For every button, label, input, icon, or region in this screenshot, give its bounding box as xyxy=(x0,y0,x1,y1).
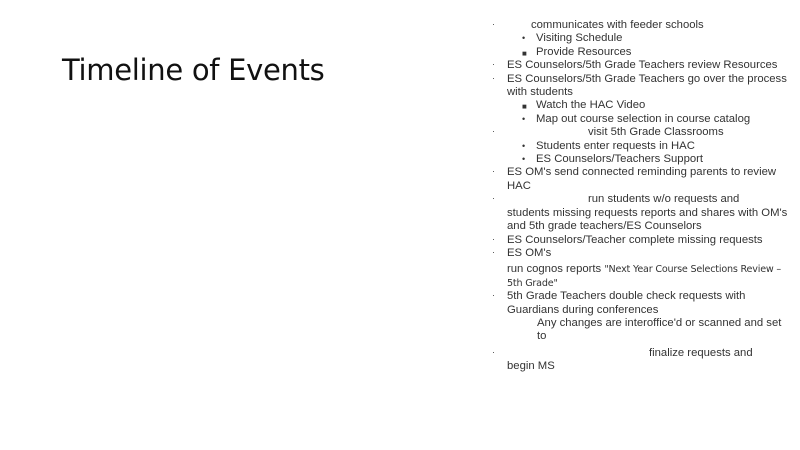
round-bullet-icon: • xyxy=(522,140,526,151)
sub-bullet-visiting-schedule xyxy=(492,32,788,45)
bullet-text: students missing requests reports and shares with OM's and 5th grade teachers/ES Counselors xyxy=(507,206,788,233)
middle-dot-icon: · xyxy=(492,233,495,244)
middle-dot-icon: · xyxy=(492,166,495,177)
sub-bullet-enter-requests xyxy=(492,140,788,153)
bullet-run-missing-requests xyxy=(492,193,788,233)
bullet-text-line1: ES OM's xyxy=(507,246,552,259)
bullet-text: ES Counselors/5th Grade Teachers review Resources xyxy=(507,59,778,72)
round-bullet-icon: • xyxy=(522,154,526,165)
round-bullet-icon: • xyxy=(522,33,526,44)
slide-body xyxy=(492,19,788,374)
middle-dot-icon: · xyxy=(492,72,495,83)
bullet-go-over-process xyxy=(492,73,788,100)
middle-dot-icon: · xyxy=(492,59,495,70)
sub-bullet-support xyxy=(492,153,788,166)
bullet-complete-requests xyxy=(492,234,788,247)
sub-bullet-text: Provide Resources xyxy=(536,45,632,58)
bullet-cognos-reports xyxy=(492,247,788,290)
bullet-text: visit 5th Grade Classrooms xyxy=(588,126,724,139)
bullet-text-line1: finalize requests and xyxy=(649,346,753,359)
sub-bullet-text: Visiting Schedule xyxy=(536,32,623,45)
sub-bullet-text: Students enter requests in HAC xyxy=(536,139,695,152)
bullet-text: communicates with feeder schools xyxy=(531,19,704,31)
sub-bullet-text: ES Counselors/Teachers Support xyxy=(536,153,704,166)
bullet-text-line1: run students w/o requests and xyxy=(588,193,740,206)
bullet-review-resources xyxy=(492,59,788,72)
sub-bullet-hac-video xyxy=(492,99,788,112)
middle-dot-icon: · xyxy=(492,193,495,204)
bullet-continuation: Any changes are interoffice'd or scanned and set to xyxy=(537,316,782,343)
round-bullet-icon: • xyxy=(522,113,526,124)
square-bullet-icon: ■ xyxy=(522,48,527,58)
bullet-text: run cognos reports xyxy=(507,263,605,276)
bullet-double-check xyxy=(492,290,788,344)
bullet-finalize xyxy=(492,347,788,374)
sub-bullet-text: Watch the HAC Video xyxy=(536,99,646,112)
middle-dot-icon: · xyxy=(492,126,495,137)
bullet-text: begin MS xyxy=(507,360,555,373)
middle-dot-icon: · xyxy=(492,19,495,29)
bullet-text: ES Counselors/5th Grade Teachers go over the process with students xyxy=(507,72,787,99)
sub-bullet-course-catalog xyxy=(492,113,788,126)
middle-dot-icon: · xyxy=(492,290,495,301)
square-bullet-icon: ■ xyxy=(522,102,527,112)
bullet-feeder-schools xyxy=(492,19,788,32)
bullet-text: ES OM's send connected reminding parents to review HAC xyxy=(507,166,777,192)
report-name: "Next Year Course Selections Review – 5th Grade" xyxy=(507,264,781,289)
slide-title: Timeline of Events xyxy=(62,53,325,87)
sub-bullet-text: Map out course selection in course catalog xyxy=(536,112,751,125)
sub-bullet-provide-resources xyxy=(492,46,788,59)
bullet-send-reminder xyxy=(492,166,788,193)
bullet-text: 5th Grade Teachers double check requests with Guardians during conferences xyxy=(507,290,746,316)
middle-dot-icon: · xyxy=(492,346,495,357)
bullet-visit-classrooms xyxy=(492,126,788,139)
middle-dot-icon: · xyxy=(492,246,495,257)
bullet-text: ES Counselors/Teacher complete missing requests xyxy=(507,233,763,246)
